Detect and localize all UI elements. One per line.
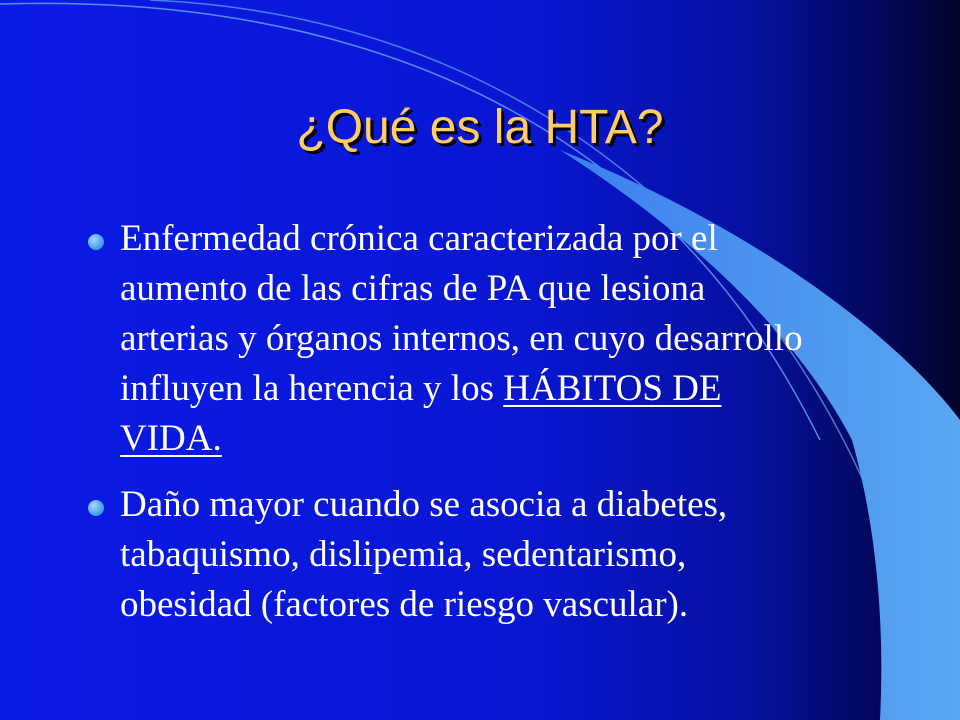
- bullet-text: Daño mayor cuando se asocia a diabetes, tabaquismo, dislipemia, sedentarismo, obesidad (factores de riesgo vascular).: [120, 484, 728, 625]
- bullet-item: [80, 480, 820, 630]
- bullet-dot-icon: [88, 234, 104, 250]
- bullet-underlined-text: HÁBITOS DE VIDA.: [120, 368, 722, 459]
- bullet-dot-icon: [88, 500, 104, 516]
- bullet-list: [80, 214, 820, 646]
- bullet-item: [80, 214, 820, 464]
- bullet-text: Enfermedad crónica caracterizada por el aumento de las cifras de PA que lesiona arterias y órganos internos, en cuyo desarrollo influyen la herencia y los: [120, 218, 803, 409]
- slide-title: ¿Qué es la HTA?: [296, 101, 664, 154]
